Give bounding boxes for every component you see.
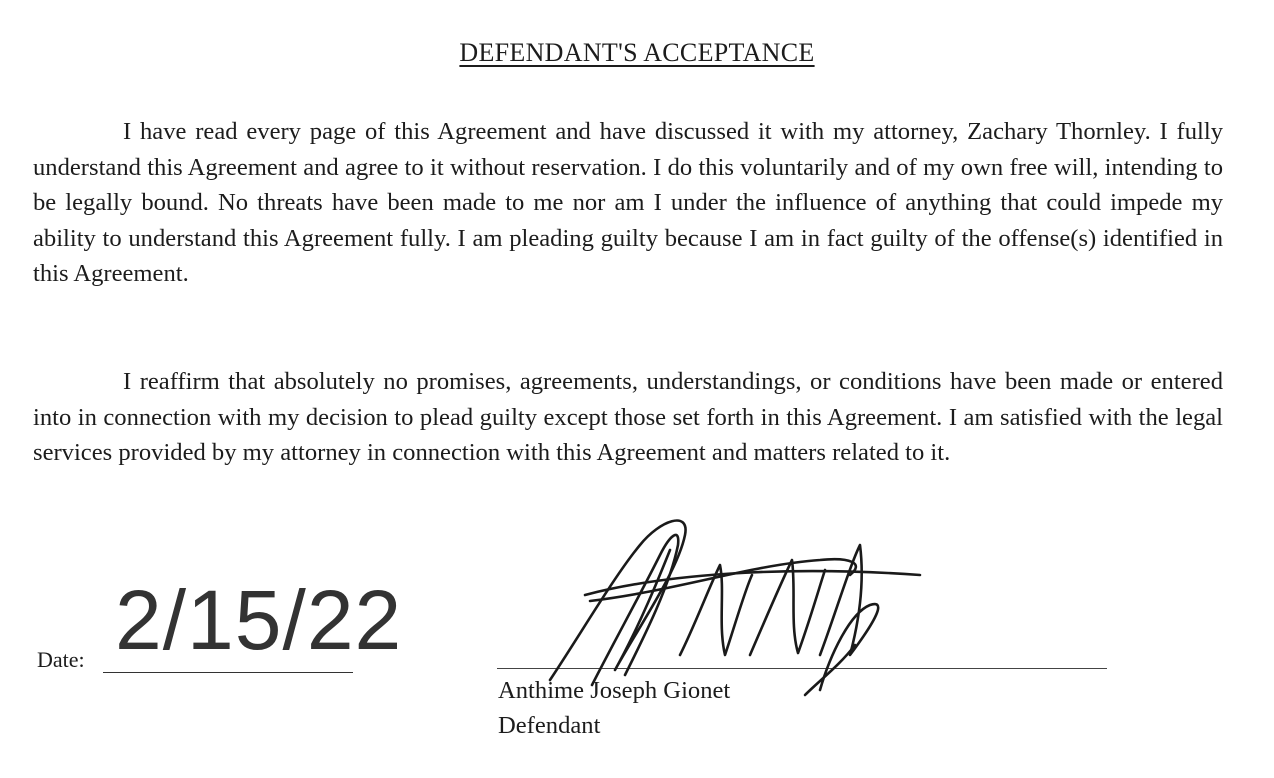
paragraph-reaffirmation: I reaffirm that absolutely no promises, agreements, understandings, or conditions have been made or entered into in connection with my decision to plead guilty except those set forth in this Agreement. I am satisfied with the legal services provided by my attorney in connection with this Agreement and matters related to it.: [33, 368, 1223, 466]
handwritten-signature-icon: [520, 505, 940, 705]
date-line: [103, 672, 353, 673]
signer-name: Anthime Joseph Gionet: [498, 677, 731, 704]
document-title-text: DEFENDANT'S ACCEPTANCE: [459, 38, 815, 67]
paragraph-acceptance: I have read every page of this Agreement and have discussed it with my attorney, Zachary Thornley. I fully understand this Agreement and agree to it without reservation. I do this voluntarily and of my own free will, intending to be legally bound. No threats have been made to me nor am I under the influence of anything that could impede my ability to understand this Agreement fully. I am pleading guilty because I am in fact guilty of the offense(s) identified in this Agreement.: [33, 118, 1223, 287]
document-title: [0, 38, 1274, 68]
date-label: Date:: [37, 647, 85, 672]
date-value: 2/15/22: [115, 573, 403, 667]
signer-role: Defendant: [498, 712, 601, 739]
